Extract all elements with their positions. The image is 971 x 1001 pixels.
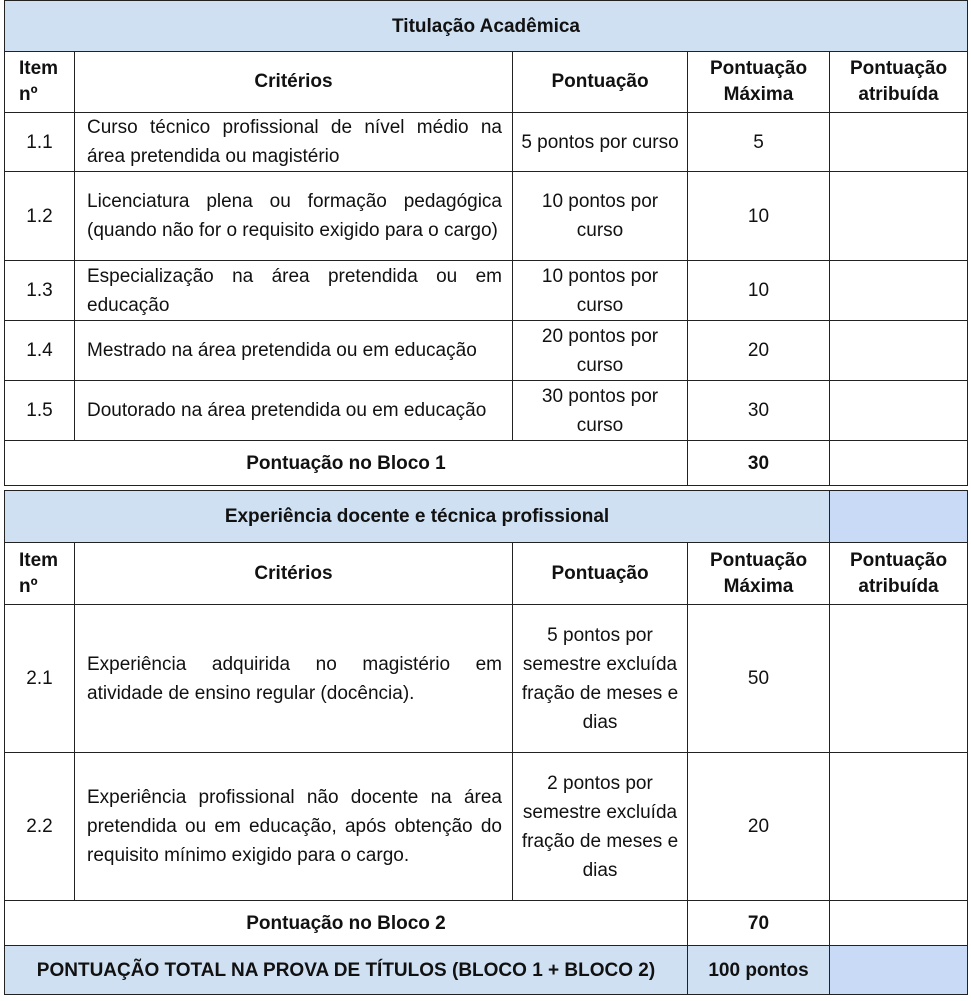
assigned-points-field[interactable] xyxy=(830,172,968,261)
max-points: 20 xyxy=(688,321,830,381)
table-row xyxy=(5,172,968,261)
assigned-points-field[interactable] xyxy=(830,605,968,753)
block2-title-row xyxy=(5,491,968,543)
max-points: 20 xyxy=(688,753,830,901)
item-number: 1.4 xyxy=(5,321,75,381)
table-row xyxy=(5,605,968,753)
block1-title-row xyxy=(5,1,968,52)
item-number: 1.1 xyxy=(5,113,75,172)
max-points: 10 xyxy=(688,172,830,261)
item-number: 2.1 xyxy=(5,605,75,753)
max-points: 10 xyxy=(688,261,830,321)
block1-subtotal-row xyxy=(5,441,968,486)
header-item: Item nº xyxy=(5,52,75,113)
block2-subtotal-value: 70 xyxy=(688,901,830,946)
grand-total-row xyxy=(5,946,968,995)
table-row xyxy=(5,113,968,172)
max-points: 30 xyxy=(688,381,830,441)
block2-title: Experiência docente e técnica profissional xyxy=(5,491,830,543)
header-points: Pontuação xyxy=(513,543,688,605)
criteria-text: Experiência adquirida no magistério em atividade de ensino regular (docência). xyxy=(75,605,513,753)
points-text: 2 pontos por semestre excluída fração de meses e dias xyxy=(513,753,688,901)
assigned-points-field[interactable] xyxy=(830,113,968,172)
item-number: 1.5 xyxy=(5,381,75,441)
assigned-points-field[interactable] xyxy=(830,381,968,441)
table-row xyxy=(5,753,968,901)
header-max: Pontuação Máxima xyxy=(688,543,830,605)
criteria-text: Mestrado na área pretendida ou em educação xyxy=(75,321,513,381)
criteria-text: Especialização na área pretendida ou em educação xyxy=(75,261,513,321)
table-row xyxy=(5,321,968,381)
scoring-table-container xyxy=(4,0,967,995)
max-points: 50 xyxy=(688,605,830,753)
header-points: Pontuação xyxy=(513,52,688,113)
item-number: 1.3 xyxy=(5,261,75,321)
block2-title-empty-cell xyxy=(830,491,968,543)
item-number: 1.2 xyxy=(5,172,75,261)
header-assigned: Pontuação atribuída xyxy=(830,52,968,113)
block1-header-row xyxy=(5,52,968,113)
points-text: 5 pontos por curso xyxy=(513,113,688,172)
criteria-text: Curso técnico profissional de nível médio na área pretendida ou magistério xyxy=(75,113,513,172)
points-text: 10 pontos por curso xyxy=(513,172,688,261)
assigned-points-field[interactable] xyxy=(830,261,968,321)
points-text: 20 pontos por curso xyxy=(513,321,688,381)
criteria-text: Experiência profissional não docente na área pretendida ou em educação, após obtenção do requisito mínimo exigido para o cargo. xyxy=(75,753,513,901)
points-text: 5 pontos por semestre excluída fração de meses e dias xyxy=(513,605,688,753)
block1-subtotal-assigned[interactable] xyxy=(830,441,968,486)
block2-subtotal-row xyxy=(5,901,968,946)
header-criteria: Critérios xyxy=(75,52,513,113)
header-item: Item nº xyxy=(5,543,75,605)
block1-title: Titulação Acadêmica xyxy=(5,1,968,52)
assigned-points-field[interactable] xyxy=(830,753,968,901)
block2-subtotal-label: Pontuação no Bloco 2 xyxy=(5,901,688,946)
assigned-points-field[interactable] xyxy=(830,321,968,381)
block2-header-row xyxy=(5,543,968,605)
grand-total-assigned[interactable] xyxy=(830,946,968,995)
criteria-text: Doutorado na área pretendida ou em educação xyxy=(75,381,513,441)
item-number: 2.2 xyxy=(5,753,75,901)
points-text: 30 pontos por curso xyxy=(513,381,688,441)
block2-subtotal-assigned[interactable] xyxy=(830,901,968,946)
header-assigned: Pontuação atribuída xyxy=(830,543,968,605)
header-criteria: Critérios xyxy=(75,543,513,605)
grand-total-value: 100 pontos xyxy=(688,946,830,995)
points-text: 10 pontos por curso xyxy=(513,261,688,321)
table-row xyxy=(5,381,968,441)
grand-total-label: PONTUAÇÃO TOTAL NA PROVA DE TÍTULOS (BLOCO 1 + BLOCO 2) xyxy=(5,946,688,995)
block1-subtotal-value: 30 xyxy=(688,441,830,486)
header-max: Pontuação Máxima xyxy=(688,52,830,113)
max-points: 5 xyxy=(688,113,830,172)
scoring-table xyxy=(4,0,968,995)
table-row xyxy=(5,261,968,321)
block1-subtotal-label: Pontuação no Bloco 1 xyxy=(5,441,688,486)
criteria-text: Licenciatura plena ou formação pedagógica (quando não for o requisito exigido para o cargo) xyxy=(75,172,513,261)
